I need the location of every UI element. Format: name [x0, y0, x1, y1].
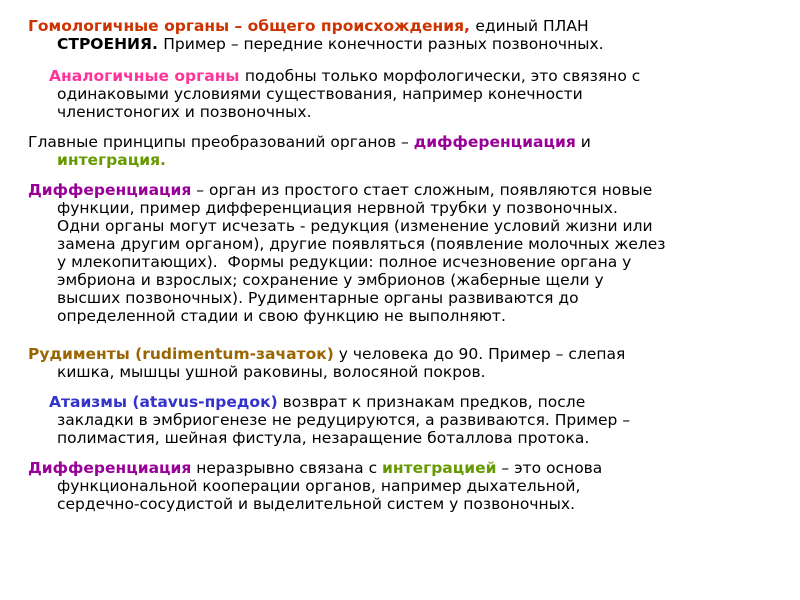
term-analogous: Аналогичные органы: [49, 67, 245, 85]
paragraph-atavisms: [0, 393, 790, 447]
paragraph-analogous-organs: [0, 67, 790, 121]
text-run: одинаковыми условиями существования, например конечности: [57, 85, 583, 103]
paragraph-differentiation-integration: [0, 459, 790, 513]
term-atavisms: Атаизмы (atavus-предок): [49, 393, 278, 411]
text-run: членистоногих и позвоночных.: [57, 103, 312, 121]
text-line: [0, 429, 790, 447]
text-line: [0, 235, 790, 253]
text-run: Одни органы могут исчезать - редукция (изменение условий жизни или: [57, 217, 653, 235]
text-run: единый ПЛАН: [475, 17, 589, 35]
text-line: [0, 477, 790, 495]
text-line: [0, 85, 790, 103]
term-differentiation: Дифференциация: [28, 181, 192, 199]
paragraph-differentiation: [0, 181, 790, 325]
text-run: кишка, мышцы ушной раковины, волосяной покров.: [57, 363, 486, 381]
text-line: [0, 67, 790, 85]
text-line: [0, 103, 790, 121]
text-run: у млекопитающих). Формы редукции: полное исчезновение органа у: [57, 253, 632, 271]
text-line: [0, 217, 790, 235]
text-run: Пример – передние конечности разных позвоночных.: [163, 35, 604, 53]
text-run: закладки в эмбриогенезе не редуцируются, а развиваются. Пример –: [57, 411, 631, 429]
paragraph-homologous-organs: [0, 17, 790, 53]
term-differentiation: дифференциация: [413, 133, 576, 151]
text-run: эмбриона и взрослых; сохранение у эмбрионов (жаберные щели у: [57, 271, 604, 289]
term-homologous: Гомологичные органы – общего происхождения,: [28, 17, 476, 35]
paragraph-main-principles: [0, 133, 790, 169]
term-integration: интеграцией: [382, 459, 497, 477]
text-run: Главные принципы преобразований органов –: [28, 133, 414, 151]
text-run: сердечно-сосудистой и выделительной систем у позвоночных.: [57, 495, 576, 513]
paragraph-rudiments: [0, 345, 790, 381]
text-run: высших позвоночных). Рудиментарные органы развиваются до: [57, 289, 579, 307]
text-run: определенной стадии и свою функцию не выполняют.: [57, 307, 506, 325]
text-run: – орган из простого стает сложным, появляются новые: [191, 181, 653, 199]
term-integration: интеграция.: [57, 151, 166, 169]
text-line: [0, 363, 790, 381]
text-run: функциональной кооперации органов, например дыхательной,: [57, 477, 581, 495]
text-line: [0, 289, 790, 307]
text-line: [0, 271, 790, 289]
text-run: функции, пример дифференциация нервной трубки у позвоночных.: [57, 199, 618, 217]
text-run: и: [575, 133, 591, 151]
text-line: [0, 495, 790, 513]
text-run: возврат к признакам предков, после: [277, 393, 586, 411]
text-line: [0, 459, 790, 477]
text-line: [0, 181, 790, 199]
text-line: [0, 199, 790, 217]
text-line: [0, 151, 790, 169]
term-rudiments: Рудименты (rudimentum-зачаток): [28, 345, 334, 363]
text-run: СТРОЕНИЯ.: [57, 35, 164, 53]
text-line: [0, 253, 790, 271]
text-line: [0, 17, 790, 35]
text-run: – это основа: [496, 459, 603, 477]
text-run: неразрывно связана с: [191, 459, 383, 477]
text-run: замена другим органом), другие появляться (появление молочных желез: [57, 235, 666, 253]
term-differentiation: Дифференциация: [28, 459, 192, 477]
text-line: [0, 133, 790, 151]
text-line: [0, 411, 790, 429]
text-run: подобны только морфологически, это связяно с: [244, 67, 641, 85]
text-line: [0, 393, 790, 411]
text-run: у человека до 90. Пример – слепая: [333, 345, 626, 363]
text-line: [0, 35, 790, 53]
text-run: полимастия, шейная фистула, незаращение боталлова протока.: [57, 429, 590, 447]
text-line: [0, 307, 790, 325]
text-line: [0, 345, 790, 363]
